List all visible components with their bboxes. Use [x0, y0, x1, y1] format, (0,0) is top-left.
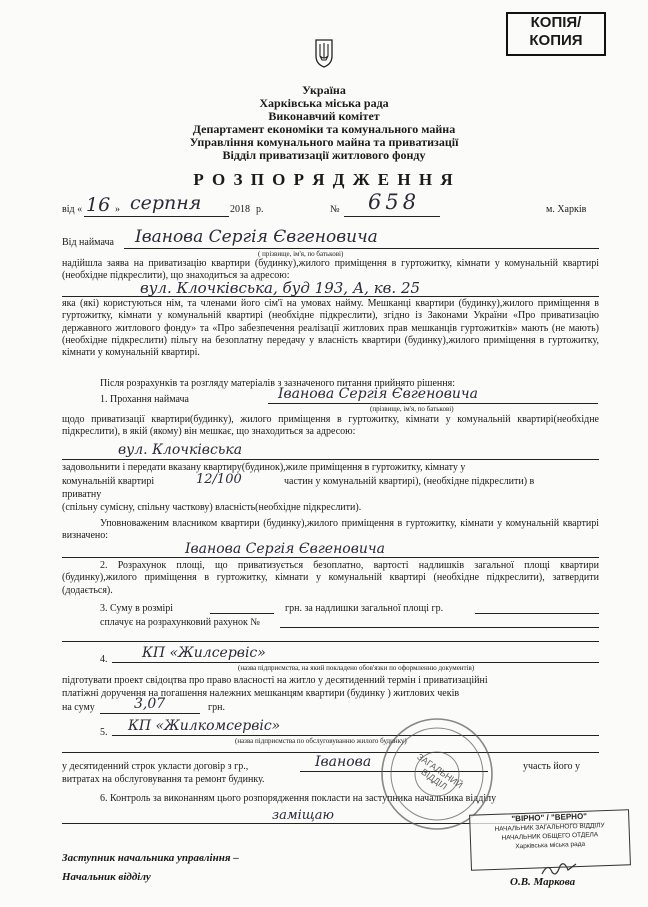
item4-sum-label: на суму — [62, 702, 95, 713]
header-department: Департамент економіки та комунального майна — [192, 122, 456, 136]
date-month: серпня — [130, 192, 202, 214]
date-mid: » — [115, 204, 120, 215]
number-underline — [344, 216, 440, 217]
order-number: 658 — [368, 190, 421, 214]
verno-stamp-line2: НАЧАЛЬНИК ЗАГАЛЬНОГО ВІДДІЛУ — [494, 822, 605, 833]
copy-stamp — [506, 12, 606, 56]
item4-org-underline — [112, 662, 599, 663]
item4-uah: грн. — [208, 702, 225, 713]
date-day: 16 — [86, 194, 111, 216]
paragraph-decision: Після розрахунків та розгляду матеріалів з зазначеного питання прийнято рішення: — [100, 378, 455, 389]
item5-name: Іванова — [315, 754, 372, 770]
item3-name-blank — [475, 613, 599, 614]
owner-underline — [62, 557, 599, 558]
item1-address: вул. Клочківська — [118, 442, 243, 458]
header-division: Відділ приватизації житлового фонду — [222, 148, 426, 162]
item1-text2c: частин у комунальній квартирі), (необхідне підкреслити) в — [284, 476, 535, 487]
item3-text-a: 3. Суму в розмірі — [100, 603, 174, 614]
tenant-hint: ( прізвище, ім'я, по батькові) — [258, 250, 344, 258]
item4-sum-underline — [100, 713, 200, 714]
item1-text2b: комунальній квартирі — [62, 476, 155, 487]
copy-stamp-line2: КОПИЯ — [529, 32, 583, 49]
item1-share: 12/100 — [196, 472, 242, 487]
address-1-underline — [62, 296, 599, 297]
header-city-council: Харківська міська рада — [259, 96, 389, 110]
item1-text2e: (спільну сумісну, спільну часткову) власність(необхідне підкреслити). — [62, 502, 362, 513]
item3-text-b: грн. за надлишки загальної площі гр. — [285, 603, 444, 614]
deputy-handwritten: заміщаю — [272, 808, 334, 823]
city: м. Харків — [546, 204, 587, 215]
item3-sum-blank — [210, 613, 274, 614]
trident-emblem-icon — [313, 38, 335, 73]
item4-text2: платіжні доручення на погашення належних мешканцям квартири (будинку ) житлових чеків — [62, 688, 460, 699]
address-1: вул. Клочківська, буд 193, А, кв. 25 — [140, 279, 421, 297]
item4-text1: підготувати проект свідоцтва про право власності на житло у десятиденний термін і приватизаційні — [62, 675, 488, 686]
paragraph-application: надійшла заява на приватизацію квартири (будинку),жилого приміщення в гуртожитку, кімнати у комунальній квартирі (необхідне підкреслити), що знаходиться за адресою: — [62, 258, 599, 282]
item4-org: КП «Жилсервіс» — [142, 645, 266, 661]
item1-text2d: приватну — [62, 489, 102, 500]
item3-text-c: сплачує на розрахунковий рахунок № — [100, 617, 260, 628]
item5-extra-line — [62, 752, 599, 753]
item5-text2: участь його у — [523, 761, 581, 772]
item4-sum: 3,07 — [134, 696, 166, 712]
date-year-suffix: р. — [256, 204, 264, 215]
signature-scribble — [540, 860, 580, 883]
paragraph-owner: Уповноваженим власником квартири (будинку),жилого приміщення в гуртожитку, кімнати у комунальній квартирі визначено: — [62, 518, 599, 542]
signatory-title-2: Начальник відділу — [62, 871, 151, 883]
verno-stamp-line4: Харківська міська рада — [515, 840, 586, 851]
item4-num: 4. — [100, 654, 108, 665]
copy-stamp-line1: КОПІЯ/ — [530, 14, 582, 31]
item1-hint: (прізвище, ім'я, по батькові) — [370, 405, 454, 413]
document-title: Р О З П О Р Я Д Ж Е Н Н Я — [193, 170, 455, 189]
item2-text: 2. Розрахунок площі, що приватизується безоплатно, вартості надлишків загальної площі квартири (будинку),жилого приміщення в гуртожитку, кімнати у комунальній квартирі (необхідне підкреслити), затвердити (додається). — [62, 560, 599, 596]
item4-hint: (назва підприємства, на який покладено обов'язки по оформленню документів) — [238, 664, 475, 672]
owner-name: Іванова Сергія Євгеновича — [185, 541, 385, 557]
date-year: 2018 — [230, 204, 250, 215]
item5-hint: (назва підприємства по обслуговуванню жилого будинку) — [235, 737, 407, 745]
item1-text: щодо приватизації квартири(будинку), жилого приміщення в гуртожитку, кімнати у комунальній квартирі(необхідне підкреслити), в якій (якому) він мешкає, що знаходиться за адресою: — [62, 414, 599, 438]
paragraph-residents: яка (які) користуються нім, та членами його сім'ї на умовах найму. Мешканці квартири (будинку),жилого приміщення в гуртожитку, кімнати у комунальній квартирі (необхідне підкреслити), згідно із Законами України «Про приватизацію державного житлового фонду» та «Про забезпечення реалізації житлових прав мешканців гуртожитків» мають (не мають) (необхідне підкреслити) пільгу на безоплатну передачу у власність квартири (будинку),жилого приміщення в гуртожитку, кімнати у комунальній квартирі. — [62, 298, 599, 359]
date-underline — [84, 216, 229, 217]
verno-stamp-line1: "ВІРНО" / "ВЕРНО" — [511, 811, 588, 824]
item1-address-underline — [62, 459, 599, 460]
item5-org: КП «Жилкомсервіс» — [128, 718, 281, 734]
item3-extra-line — [62, 641, 599, 642]
item1-name: Іванова Сергія Євгеновича — [278, 386, 478, 402]
round-stamp-text: ЗАГАЛЬНИЙ ВІДДІЛ — [415, 751, 465, 792]
tenant-underline — [124, 248, 599, 249]
item6-text: 6. Контроль за виконанням цього розпорядження покласти на заступника начальника відділу — [100, 793, 497, 804]
header-ukraine: Україна — [302, 83, 346, 97]
header-administration: Управління комунального майна та приватизації — [189, 135, 459, 149]
item3-account-blank — [280, 627, 599, 628]
header-exec-committee: Виконавчий комітет — [268, 109, 380, 123]
signatory-title-1: Заступник начальника управління – — [62, 852, 239, 864]
date-from-label: від « — [62, 204, 83, 215]
item5-org-underline — [112, 735, 599, 736]
tenant-name: Іванова Сергія Євгеновича — [135, 227, 378, 247]
item1-text2a: задовольнити і передати вказану квартиру(будинок),жиле приміщення в гуртожитку, кімнату у — [62, 462, 466, 473]
item1-name-underline — [268, 403, 598, 404]
item5-num: 5. — [100, 727, 108, 738]
number-label: № — [330, 204, 340, 215]
signatory-name: О.В. Маркова — [510, 876, 576, 888]
item5-text3: витратах на обслуговування та ремонт будинку. — [62, 774, 265, 785]
item1-lead: 1. Прохання наймача — [100, 394, 189, 405]
verno-stamp-line3: НАЧАЛЬНИК ОБЩЕГО ОТДЕЛА — [501, 831, 599, 842]
tenant-label: Від наймача — [62, 237, 114, 248]
item5-text1: у десятиденний строк укласти договір з гр., — [62, 761, 249, 772]
